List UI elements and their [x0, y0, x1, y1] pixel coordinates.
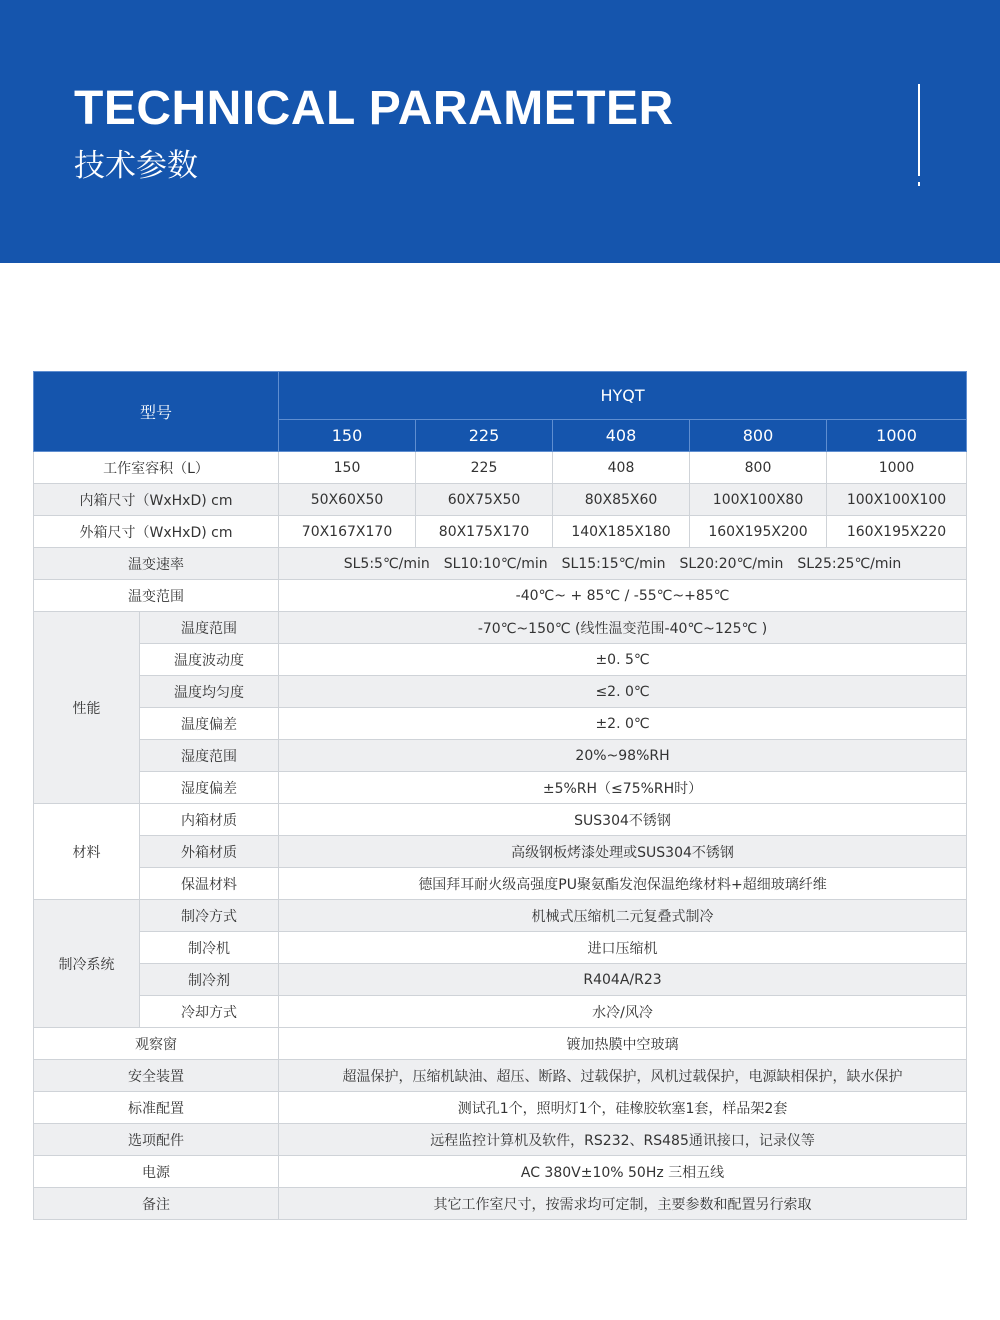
table-cell: 140X185X180: [553, 516, 690, 548]
row-label: 制冷剂: [140, 964, 279, 996]
ramp-rate-value: SL10:10℃/min: [443, 555, 548, 572]
table-row: [34, 1124, 967, 1156]
table-cell: 水冷/风冷: [279, 996, 967, 1028]
table-row: [34, 740, 967, 772]
table-cell: R404A/R23: [279, 964, 967, 996]
table-cell: 160X195X220: [827, 516, 967, 548]
table-row: [34, 1092, 967, 1124]
row-label: 温变速率: [34, 548, 279, 580]
model-cell: 225: [416, 420, 553, 452]
table-row: [34, 996, 967, 1028]
row-label: 温度偏差: [140, 708, 279, 740]
table-cell: 80X85X60: [553, 484, 690, 516]
table-cell: 测试孔1个，照明灯1个，硅橡胶软塞1套，样品架2套: [279, 1092, 967, 1124]
row-label: 内箱材质: [140, 804, 279, 836]
row-label: 内箱尺寸（WxHxD) cm: [34, 484, 279, 516]
table-cell: 80X175X170: [416, 516, 553, 548]
table-cell: -70℃~150℃ (线性温变范围-40℃~125℃ ): [279, 612, 967, 644]
table-cell: AC 380V±10% 50Hz 三相五线: [279, 1156, 967, 1188]
page-title: TECHNICAL PARAMETER: [74, 82, 674, 135]
table-cell: -40℃~ + 85℃ / -55℃~+85℃: [279, 580, 967, 612]
table-row: [34, 868, 967, 900]
row-label: 标准配置: [34, 1092, 279, 1124]
table-row: [34, 612, 967, 644]
table-cell: 160X195X200: [690, 516, 827, 548]
table-row: [34, 836, 967, 868]
table-header-row: [34, 372, 967, 420]
decorative-vertical-line: [918, 84, 920, 176]
row-label: 保温材料: [140, 868, 279, 900]
table-row: [34, 548, 967, 580]
table-row: [34, 580, 967, 612]
table-cell: 镀加热膜中空玻璃: [279, 1028, 967, 1060]
table-row: [34, 708, 967, 740]
row-label: 温度范围: [140, 612, 279, 644]
row-label: 电源: [34, 1156, 279, 1188]
table-row: [34, 1060, 967, 1092]
row-label: 制冷方式: [140, 900, 279, 932]
ramp-rate-value: SL25:25℃/min: [797, 555, 902, 572]
group-label-performance: 性能: [34, 612, 140, 804]
table-cell: 远程监控计算机及软件，RS232、RS485通讯接口，记录仪等: [279, 1124, 967, 1156]
table-cell: 150: [279, 452, 416, 484]
header-banner: [0, 0, 1000, 263]
ramp-rate-value: SL20:20℃/min: [679, 555, 784, 572]
table-cell: 800: [690, 452, 827, 484]
table-row: [34, 676, 967, 708]
table-cell: 超温保护，压缩机缺油、超压、断路、过载保护，风机过载保护，电源缺相保护，缺水保护: [279, 1060, 967, 1092]
ramp-rate-value: SL5:5℃/min: [343, 555, 430, 572]
spec-table: [33, 371, 967, 1220]
table-cell: 100X100X100: [827, 484, 967, 516]
row-label: 外箱材质: [140, 836, 279, 868]
table-cell: 225: [416, 452, 553, 484]
table-cell: ±2. 0℃: [279, 708, 967, 740]
row-label: 温度均匀度: [140, 676, 279, 708]
ramp-rate-cell: [279, 548, 967, 580]
row-label: 温变范围: [34, 580, 279, 612]
group-label-refrigeration: 制冷系统: [34, 900, 140, 1028]
page-subtitle: 技术参数: [74, 148, 198, 184]
row-label: 安全装置: [34, 1060, 279, 1092]
table-row: [34, 804, 967, 836]
table-cell: 20%~98%RH: [279, 740, 967, 772]
row-label: 观察窗: [34, 1028, 279, 1060]
table-cell: 1000: [827, 452, 967, 484]
table-cell: 100X100X80: [690, 484, 827, 516]
table-cell: 70X167X170: [279, 516, 416, 548]
table-cell: ±5%RH（≤75%RH时）: [279, 772, 967, 804]
table-row: [34, 900, 967, 932]
table-cell: 408: [553, 452, 690, 484]
table-cell: 50X60X50: [279, 484, 416, 516]
table-row: [34, 1188, 967, 1220]
table-cell: ±0. 5℃: [279, 644, 967, 676]
table-row: [34, 1156, 967, 1188]
table-row: [34, 932, 967, 964]
row-label: 工作室容积（L）: [34, 452, 279, 484]
decorative-dot: [918, 182, 920, 186]
table-cell: ≤2. 0℃: [279, 676, 967, 708]
table-row: [34, 452, 967, 484]
table-row: [34, 1028, 967, 1060]
row-label: 冷却方式: [140, 996, 279, 1028]
row-label: 选项配件: [34, 1124, 279, 1156]
row-label: 湿度偏差: [140, 772, 279, 804]
row-label: 外箱尺寸（WxHxD) cm: [34, 516, 279, 548]
table-row: [34, 644, 967, 676]
table-row: [34, 484, 967, 516]
table-cell: 其它工作室尺寸，按需求均可定制，主要参数和配置另行索取: [279, 1188, 967, 1220]
model-cell: 1000: [827, 420, 967, 452]
series-name: HYQT: [279, 372, 967, 420]
row-label: 制冷机: [140, 932, 279, 964]
table-row: [34, 772, 967, 804]
table-cell: 机械式压缩机二元复叠式制冷: [279, 900, 967, 932]
model-cell: 800: [690, 420, 827, 452]
row-label: 备注: [34, 1188, 279, 1220]
row-label: 温度波动度: [140, 644, 279, 676]
group-label-material: 材料: [34, 804, 140, 900]
ramp-rate-value: SL15:15℃/min: [561, 555, 666, 572]
model-cell: 408: [553, 420, 690, 452]
model-label: 型号: [34, 372, 279, 452]
table-cell: SUS304不锈钢: [279, 804, 967, 836]
table-cell: 德国拜耳耐火级高强度PU聚氨酯发泡保温绝缘材料+超细玻璃纤维: [279, 868, 967, 900]
model-cell: 150: [279, 420, 416, 452]
table-cell: 60X75X50: [416, 484, 553, 516]
table-cell: 进口压缩机: [279, 932, 967, 964]
table-row: [34, 964, 967, 996]
table-cell: 高级钢板烤漆处理或SUS304不锈钢: [279, 836, 967, 868]
table-row: [34, 516, 967, 548]
row-label: 湿度范围: [140, 740, 279, 772]
